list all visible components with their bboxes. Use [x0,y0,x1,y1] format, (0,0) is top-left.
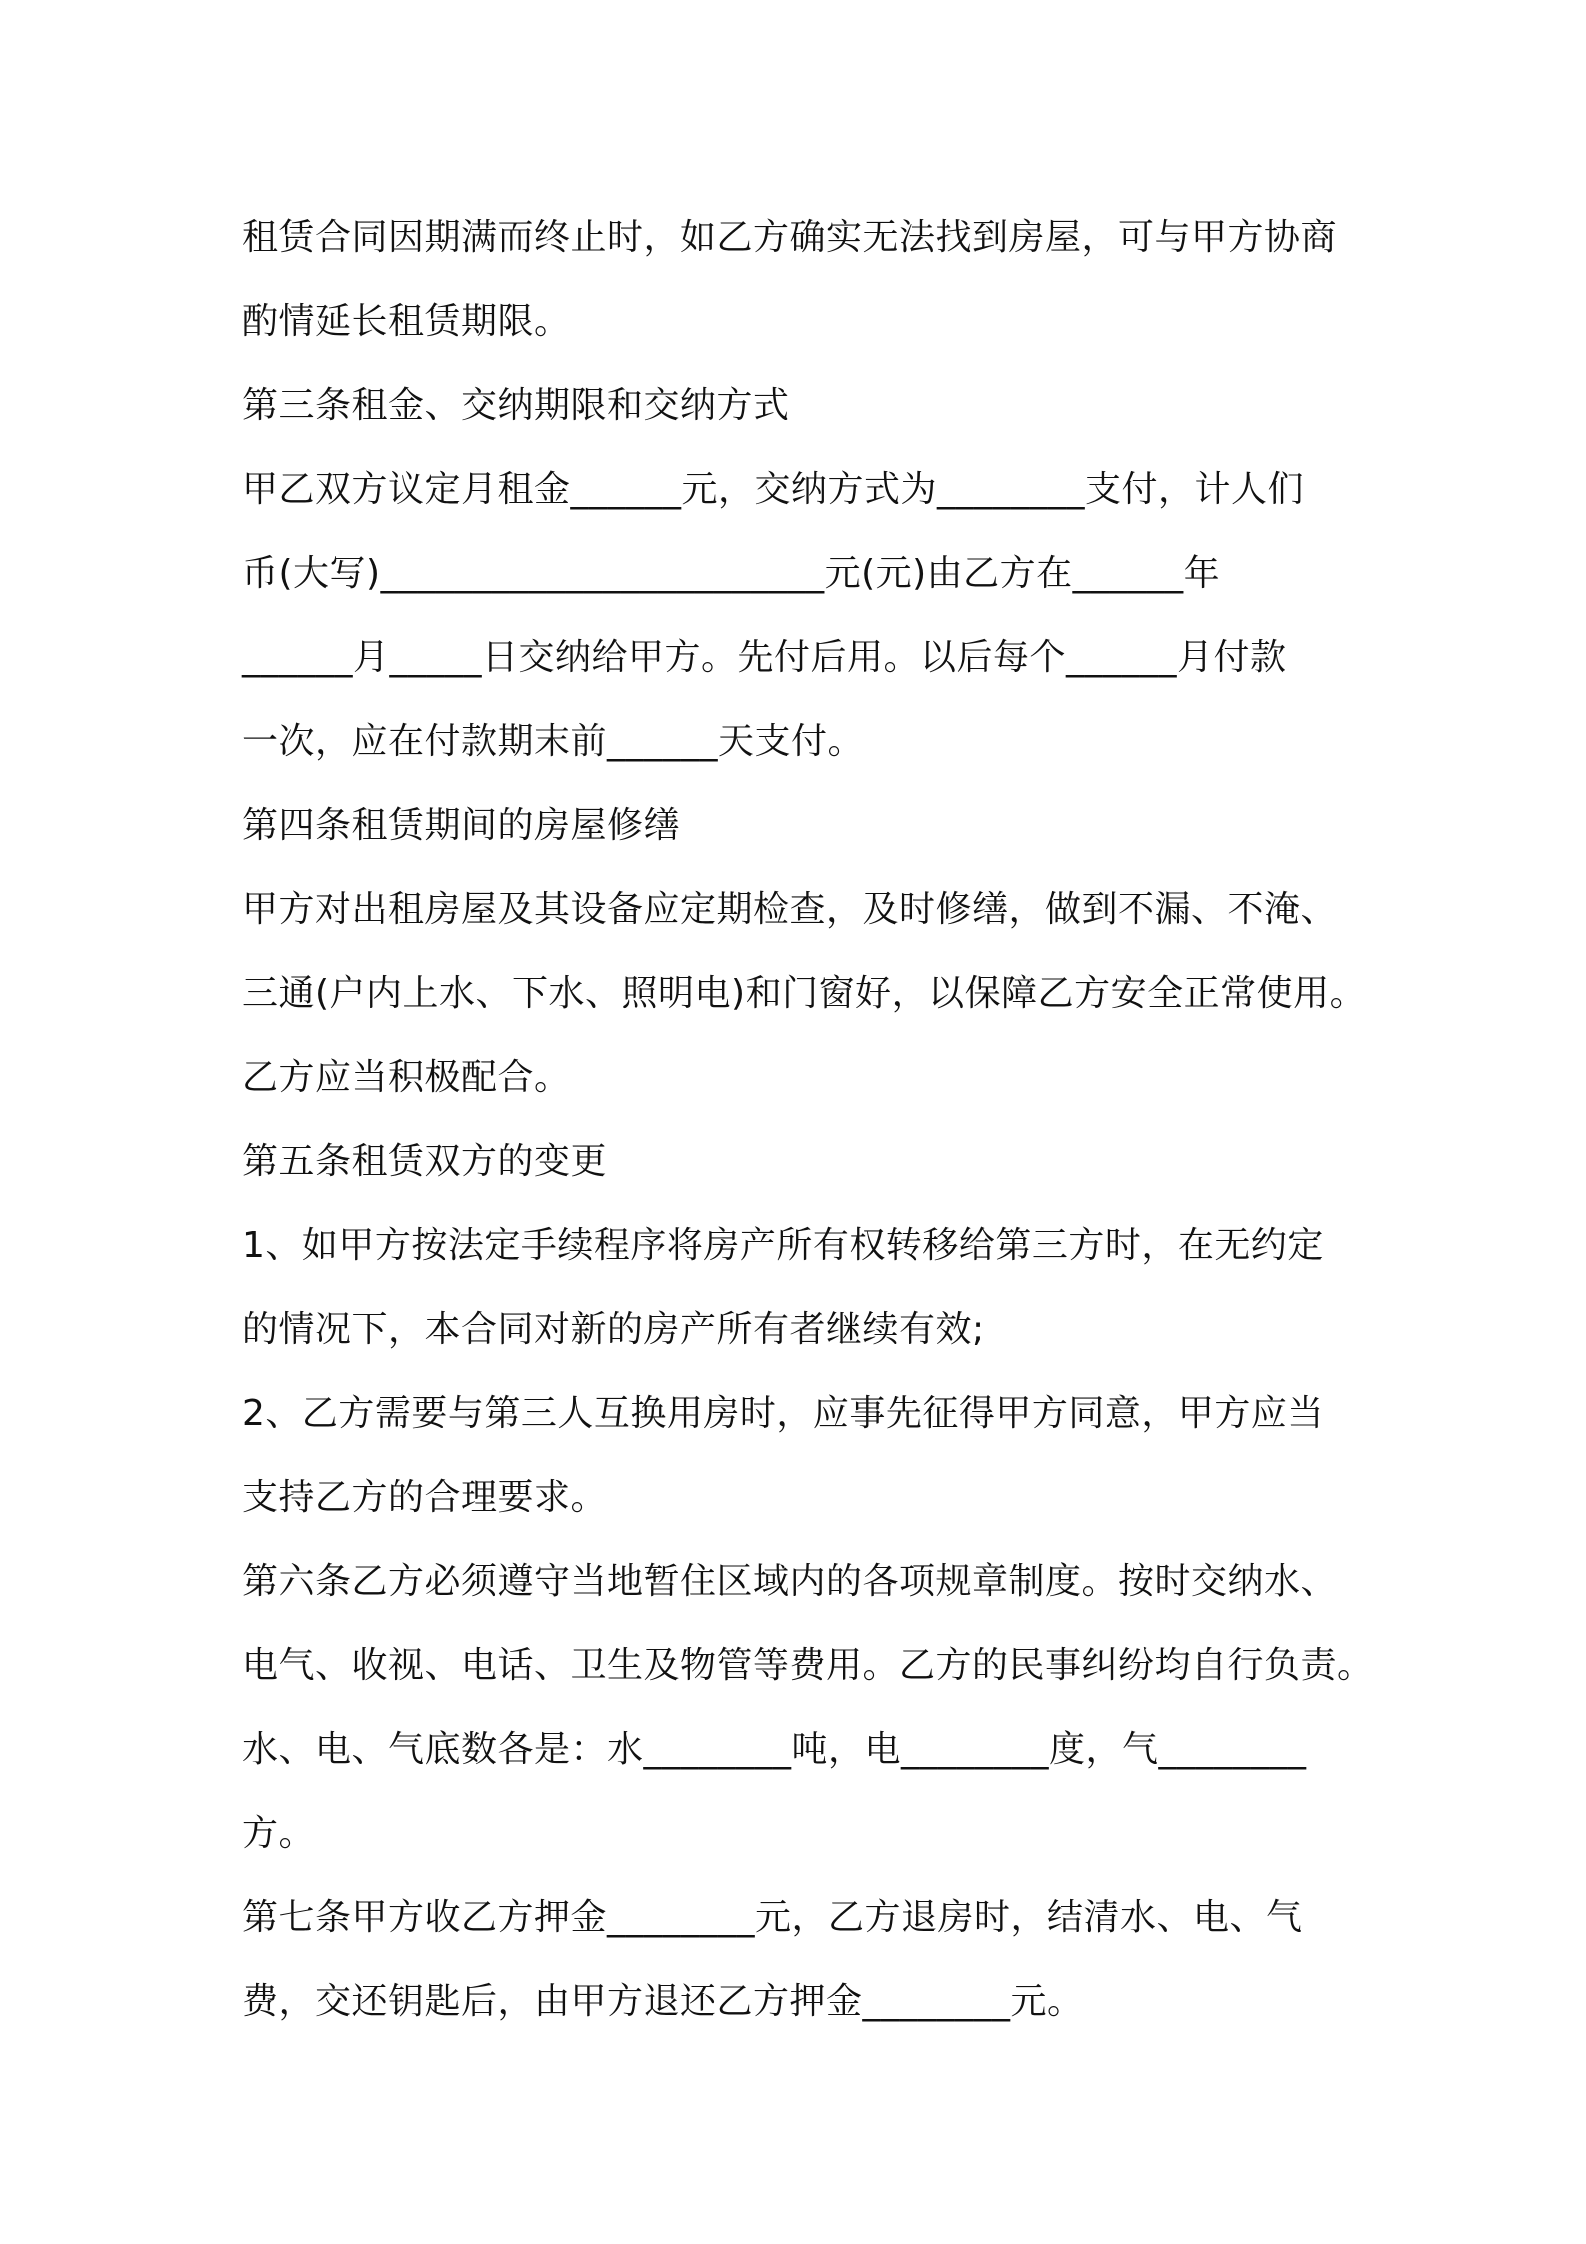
text-line: 水、电、气底数各是：水________吨，电________度，气________ [242,1729,1307,1770]
contract-text [242,196,1374,2044]
text-line: 甲方对出租房屋及其设备应定期检查，及时修缮，做到不漏、不淹、 [242,889,1338,930]
text-line: 币(大写)________________________元(元)由乙方在______年 [242,553,1221,594]
text-line: 1、如甲方按法定手续程序将房产所有权转移给第三方时，在无约定 [242,1225,1324,1266]
text-line: 费，交还钥匙后，由甲方退还乙方押金________元。 [242,1981,1084,2022]
text-line: 乙方应当积极配合。 [242,1057,571,1098]
text-line: 酌情延长租赁期限。 [242,301,571,342]
text-line: 一次，应在付款期末前______天支付。 [242,721,865,762]
text-line: 的情况下，本合同对新的房产所有者继续有效; [242,1309,985,1350]
text-line: 2、乙方需要与第三人互换用房时，应事先征得甲方同意，甲方应当 [242,1393,1324,1434]
section-heading: 第六条乙方必须遵守当地暂住区域内的各项规章制度。按时交纳水、 [242,1561,1338,1602]
text-line: ______月_____日交纳给甲方。先付后用。以后每个______月付款 [242,637,1287,678]
text-line: 支持乙方的合理要求。 [242,1477,608,1518]
text-line: 租赁合同因期满而终止时，如乙方确实无法找到房屋，可与甲方协商 [242,217,1338,258]
section-heading: 第三条租金、交纳期限和交纳方式 [242,385,790,426]
text-line: 电气、收视、电话、卫生及物管等费用。乙方的民事纠纷均自行负责。 [242,1645,1374,1686]
section-heading: 第四条租赁期间的房屋修缮 [242,805,681,846]
text-line: 方。 [242,1813,316,1854]
text-line: 甲乙双方议定月租金______元，交纳方式为________支付，计人们 [242,469,1305,510]
text-line: 三通(户内上水、下水、照明电)和门窗好，以保障乙方安全正常使用。 [242,973,1367,1014]
section-heading: 第七条甲方收乙方押金________元，乙方退房时，结清水、电、气 [242,1897,1303,1938]
section-heading: 第五条租赁双方的变更 [242,1141,608,1182]
